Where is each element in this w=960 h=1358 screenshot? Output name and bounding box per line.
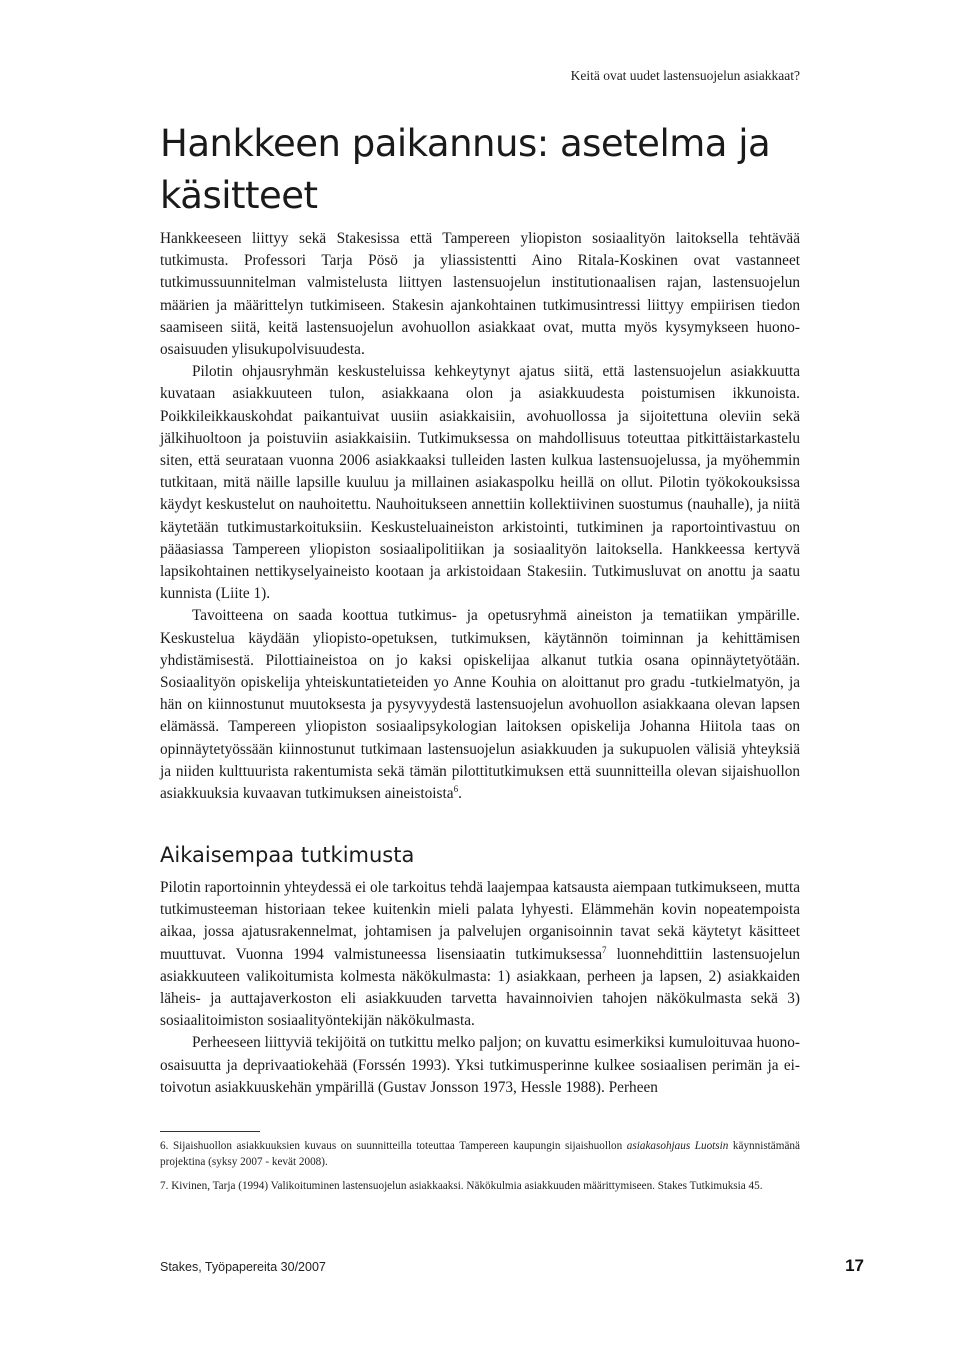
footer-publication: Stakes, Työpapereita 30/2007: [160, 1260, 326, 1274]
paragraph: Pilotin ohjausryhmän keskusteluissa kehkeytynyt ajatus siitä, että lastensuojelun asiakkuutta kuvataan asiakkuuteen tulon, asiakkaana olon ja asiakkuudesta poistumisen ikkunoista. Poikkileikkauskohdat paikantuivat uusiin asiakkaisiin, avohuollossa ja sijoitettuna oleviin sekä jälkihuoltoon ja poistuviin asiakkaisiin. Tutkimuksessa on mahdollisuus toteuttaa pitkittäistarkastelu siten, että seurataan vuonna 2006 asiakkaaksi tulleiden lasten kulkua lastensuojelussa, ja myöhemmin tutkitaan, mitä näille lapsille kuuluu ja millainen asiakaspolku heillä on ollut. Pilotin työkokouksissa käydyt keskustelut on nauhoitettu. Nauhoitukseen annettiin kollektiivinen suostumus (nauhalle), ja niitä käytetään tutkimustarkoituksiin. Keskusteluaineiston arkistointi, tutkiminen ja raportointivastuu on pääasiassa Tampereen yliopiston sosiaalipolitiikan ja sosiaalityön laitoksella. Hankkeessa kertyvä lapsikohtainen nettikyselyaineisto kootaan ja arkistoidaan Stakesiin. Tutkimusluvat on anottu ja saatu kunnista (Liite 1).: [160, 363, 800, 603]
footnotes: [160, 1138, 800, 1202]
paragraph: Perheeseen liittyviä tekijöitä on tutkittu melko paljon; on kuvattu esimerkiksi kumuloituvaa huono-osaisuutta ja deprivaatiokehää (Forssén 1993). Yksi tutkimusperinne kulkee sosiaalisen perimän ja ei-toivotun asiakkuuskehän ympärillä (Gustav Jonsson 1973, Hessle 1988). Perheen: [160, 1034, 800, 1096]
footnote-ref: 6: [453, 784, 459, 795]
footnote-6: [160, 1138, 800, 1170]
running-header: Keitä ovat uudet lastensuojelun asiakkaat?: [570, 68, 800, 83]
footnote-text: käynnistämänä projektina (syksy 2007 - kevät 2008).: [160, 1140, 800, 1168]
paragraph: Hankkeeseen liittyy sekä Stakesissa että Tampereen yliopiston sosiaalityön laitoksella tehtävää tutkimusta. Professori Tarja Pösö ja yliassistentti Aino Ritala-Koskinen ovat vastanneet tutkimussuunnitelman valmistelusta liittyen lastensuojelun institutionaalisen rajan, lastensuojelun määrien ja määrittelyn tutkimiseen. Stakesin ajankohtainen tutkimusintressi liittyy empiirisen tiedon saamiseen siitä, keitä lastensuojelun avohuollon asiakkaat ovat, mutta myös kysymykseen huono-osaisuuden ylisukupolvisuudesta.: [160, 230, 800, 359]
section-heading: Aikaisempaa tutkimusta: [160, 843, 415, 867]
footnote-7: 7. Kivinen, Tarja (1994) Valikoituminen lastensuojelun asiakkaaksi. Näkökulmia asiakkuuden määrittymiseen. Stakes Tutkimuksia 45.: [160, 1180, 763, 1192]
footnote-ref: 7: [602, 944, 607, 955]
paragraph-text: luonnehdittiin lastensuojelun asiakkuuteen valikoitumista kolmesta näkökulmasta: 1) asiakkaan, perheen ja lapsen, 2) asiakkaiden läheis- ja auttajaverkoston eli asiakkuuden tarvetta havainnoivien tahojen näkökulmasta sekä 3) sosiaalitoimiston sosiaalityöntekijän näkökulmasta.: [160, 945, 800, 1030]
section-previous-research: [160, 877, 800, 1099]
footnote-text: 6. Sijaishuollon asiakkuuksien kuvaus on suunnitteilla toteuttaa Tampereen kaupungin sijaishuollon: [160, 1140, 627, 1152]
paragraph-text: Pilotin raportoinnin yhteydessä ei ole tarkoitus tehdä laajempaa katsausta aiempaan tutkimukseen, mutta tutkimusteeman historiaan tekee kuitenkin mieli palata lyhyesti. Elämmehän kovin nopeatempoista aikaa, jossa ajatusrakennelmat, johtamisen ja palvelujen organisoinnin tavat sekä käytetyt käsitteet muuttuvat. Vuonna 1994 valmistuneessa lisensiaatin tutkimuksessa: [160, 879, 800, 963]
page-number: 17: [845, 1256, 864, 1275]
footnote-divider: [160, 1131, 260, 1132]
page-title: Hankkeen paikannus: asetelma ja käsitteet: [160, 122, 771, 217]
footnote-italic-text: asiakasohjaus Luotsin: [626, 1140, 729, 1152]
paragraph: [160, 877, 800, 1032]
paragraph-end: .: [458, 785, 462, 803]
section-intro: [160, 228, 800, 805]
paragraph-text: Tavoitteena on saada koottua tutkimus- ja opetusryhmä aineiston ja tematiikan ympärille. Keskustelua käydään yliopisto-opetuksen, tutkimuksen, käytännön toiminnan ja kehittämisen yhdistämisestä. Pilottiaineistoa on jo kaksi opiskelijaa alkanut tutkia osana opinnäytetyötään. Sosiaalityön opiskelija yhteiskuntatieteiden yo Anne Kouhia on aloittanut pro gradu -tutkielmatyön, ja hän on kiinnostunut muutoksesta ja pysyvyydestä lastensuojelun avohuollon asiakkaana olevan lapsen elämässä. Tampereen yliopiston sosiaalipsykologian laitoksen opiskelija Johanna Hiitola taas on opinnäytetyössään kiinnostunut tutkimaan lastensuojelun asiakkuuden ja sukupuolen välisiä yhteyksiä ja niiden kulttuurista rakentumista sekä tämän pilottitutkimuksen että suunnitteilla olevan sijaishuollon asiakkuuksia kuvaavan tutkimuksen aineistoista: [160, 607, 800, 803]
paragraph: [160, 605, 800, 805]
